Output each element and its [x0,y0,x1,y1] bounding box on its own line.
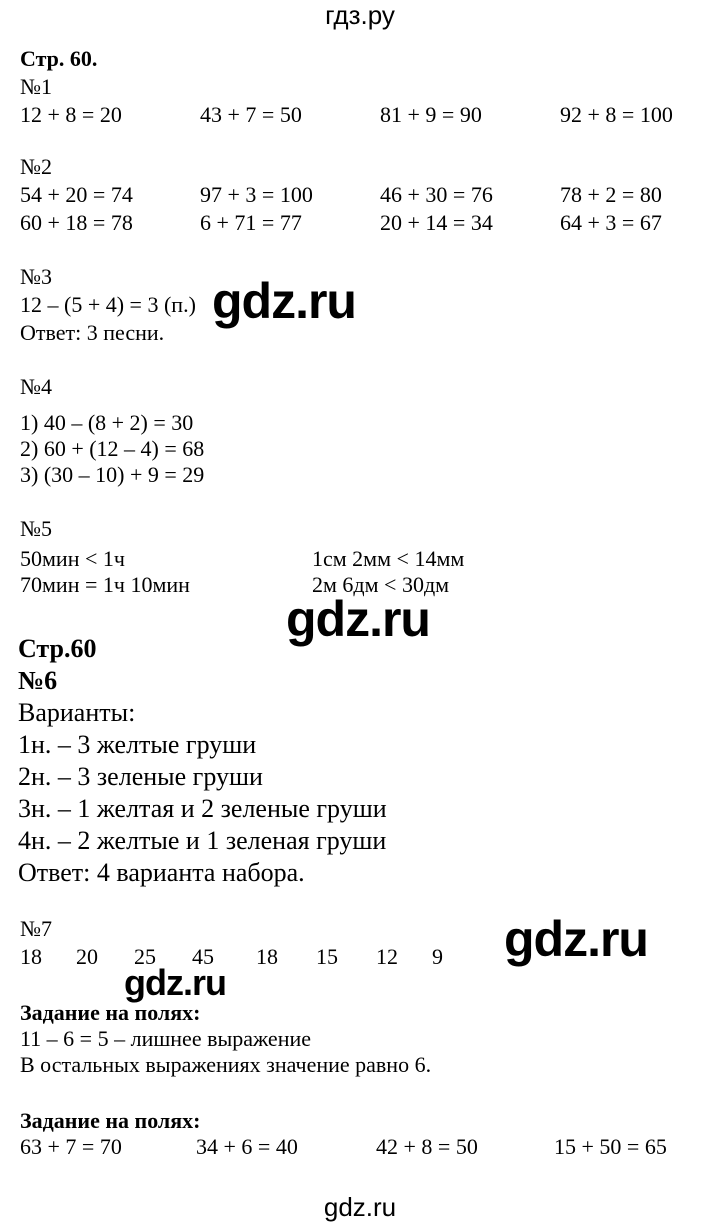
value: 15 [316,944,338,969]
value: 20 [76,944,98,969]
equation: 46 + 30 = 76 [380,182,493,207]
margin-task-line: 11 – 6 = 5 – лишнее выражение [20,1026,312,1051]
equation: 78 + 2 = 80 [560,182,662,207]
task-6-answer: Ответ: 4 варианта набора. [18,858,305,887]
equation: 15 + 50 = 65 [554,1134,667,1159]
task-6-label: №6 [18,666,58,695]
task-5-comparison: 70мин = 1ч 10мин [20,572,190,597]
equation: 34 + 6 = 40 [196,1134,298,1159]
task-1-label: №1 [20,74,52,99]
task-6-line: 3н. – 1 желтая и 2 зеленые груши [18,794,387,823]
value: 18 [20,944,42,969]
task-3-label: №3 [20,264,52,289]
task-7-label: №7 [20,916,52,941]
task-6-line: 4н. – 2 желтые и 1 зеленая груши [18,826,387,855]
equation: 12 + 8 = 20 [20,102,122,127]
watermark: gdz.ru [212,273,356,329]
margin-task-line: В остальных выражениях значение равно 6. [20,1052,432,1077]
margin-task-title: Задание на полях: [20,1000,201,1025]
site-header: гдз.ру [325,0,395,30]
task-5-comparison: 1см 2мм < 14мм [312,546,465,571]
margin-task-title: Задание на полях: [20,1108,201,1133]
equation: 63 + 7 = 70 [20,1134,122,1159]
task-5-comparison: 2м 6дм < 30дм [312,572,450,597]
equation: 81 + 9 = 90 [380,102,482,127]
page-title-2: Стр.60 [18,634,97,663]
task-6-line: 1н. – 3 желтые груши [18,730,257,759]
value: 9 [432,944,443,969]
value: 12 [376,944,398,969]
equation: 6 + 71 = 77 [200,210,302,235]
task-3-answer: Ответ: 3 песни. [20,320,165,345]
task-6-line: Варианты: [18,698,136,727]
equation: 20 + 14 = 34 [380,210,493,235]
value: 18 [256,944,278,969]
task-4-line: 1) 40 – (8 + 2) = 30 [20,410,194,435]
equation: 54 + 20 = 74 [20,182,133,207]
watermark: gdz.ru [286,591,430,647]
task-5-label: №5 [20,516,52,541]
equation: 92 + 8 = 100 [560,102,673,127]
value: 45 [192,944,214,969]
task-5-comparison: 50мин < 1ч [20,546,125,571]
task-2-label: №2 [20,154,52,179]
site-footer: gdz.ru [323,1192,397,1222]
equation: 97 + 3 = 100 [200,182,313,207]
equation: 42 + 8 = 50 [376,1134,478,1159]
task-6-line: 2н. – 3 зеленые груши [18,762,263,791]
equation: 64 + 3 = 67 [560,210,662,235]
watermark: gdz.ru [124,962,226,1003]
page-title-1: Стр. 60. [20,46,98,71]
task-4-label: №4 [20,374,52,399]
task-4-line: 2) 60 + (12 – 4) = 68 [20,436,205,461]
task-4-line: 3) (30 – 10) + 9 = 29 [20,462,205,487]
task-3-solution: 12 – (5 + 4) = 3 (п.) [20,292,196,317]
watermark: gdz.ru [504,911,648,967]
equation: 60 + 18 = 78 [20,210,133,235]
equation: 43 + 7 = 50 [200,102,302,127]
value: 25 [134,944,156,969]
